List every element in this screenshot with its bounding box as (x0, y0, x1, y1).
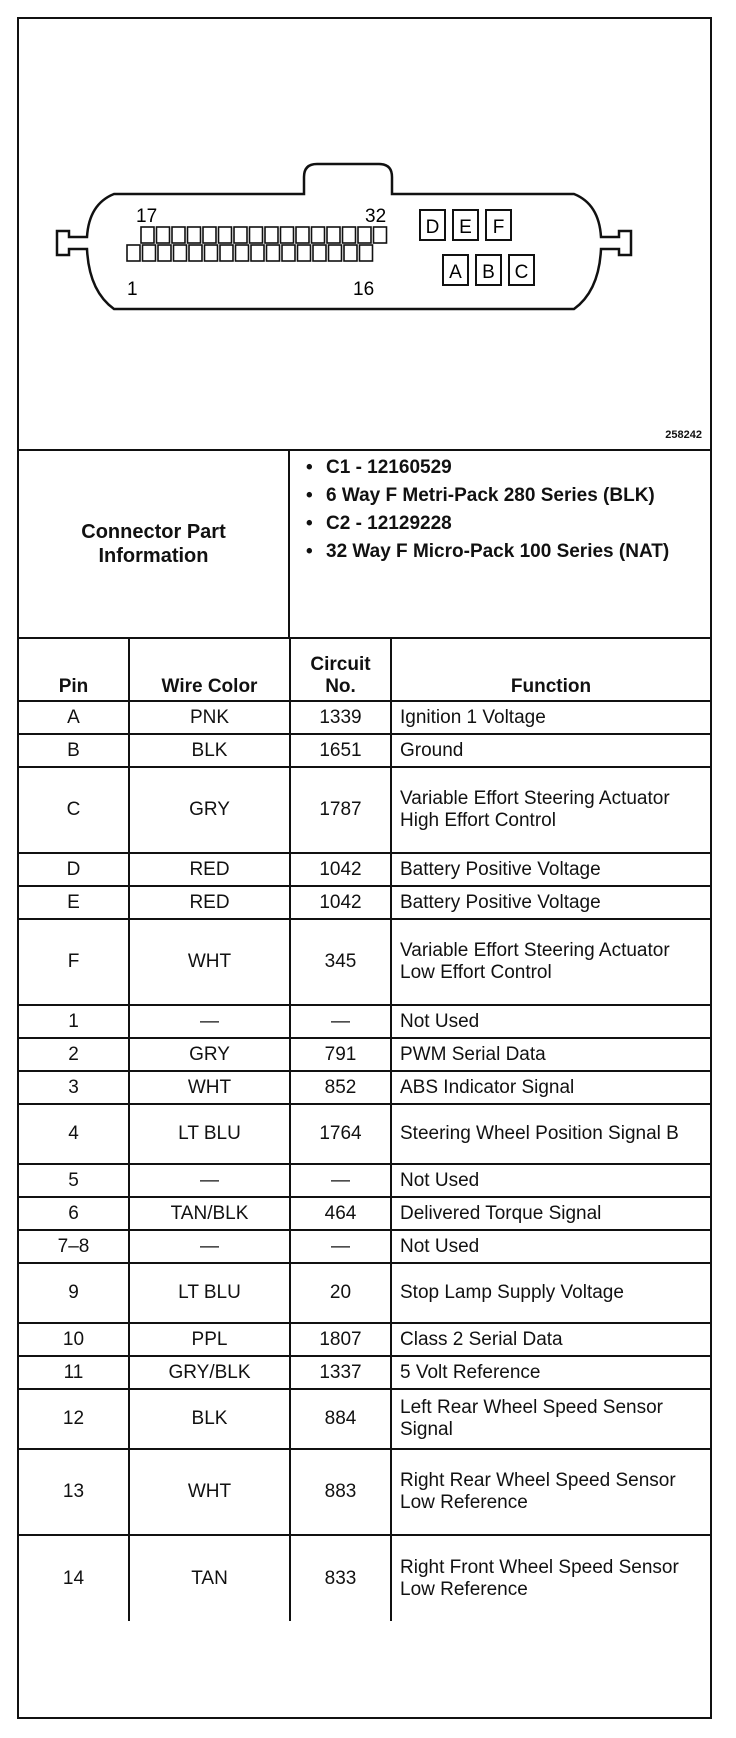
connector-info-item: • 6 Way F Metri-Pack 280 Series (BLK) (306, 485, 710, 507)
connector-info-list (290, 451, 710, 637)
table-row (19, 1005, 710, 1038)
pin-cavity (141, 227, 154, 243)
cavity-f: F (492, 217, 505, 238)
pin-cell: 11 (19, 1356, 129, 1389)
pin-cavity (158, 245, 171, 261)
cavity-b: B (482, 262, 495, 283)
circuit-cell: 1651 (290, 734, 391, 767)
pin-label-32: 32 (365, 206, 387, 227)
function-cell: 5 Volt Reference (391, 1356, 710, 1389)
pin-cavity (143, 245, 156, 261)
pin-cell: 5 (19, 1164, 129, 1197)
pin-cavity (265, 227, 278, 243)
circuit-cell: 1339 (290, 701, 391, 734)
function-cell: Variable Effort Steering Actuator Low Effort Control (391, 919, 710, 1005)
pin-cavity (250, 227, 263, 243)
table-row (19, 734, 710, 767)
function-cell: Not Used (391, 1164, 710, 1197)
pin-cell: E (19, 886, 129, 919)
wire-color-cell: — (129, 1005, 290, 1038)
circuit-cell: 1042 (290, 853, 391, 886)
function-cell: PWM Serial Data (391, 1038, 710, 1071)
wire-color-cell: PNK (129, 701, 290, 734)
pin-cell: 2 (19, 1038, 129, 1071)
table-row (19, 1104, 710, 1164)
pinout-table (19, 639, 710, 1621)
pin-cell: 7–8 (19, 1230, 129, 1263)
micro-pack-pin-rows (127, 227, 387, 261)
connector-diagram (19, 19, 710, 451)
pin-cavity (343, 227, 356, 243)
wire-color-cell: GRY (129, 1038, 290, 1071)
table-row (19, 1263, 710, 1323)
pin-cell: 13 (19, 1449, 129, 1535)
pin-cavity (267, 245, 280, 261)
wire-color-cell: LT BLU (129, 1263, 290, 1323)
pin-cavity (360, 245, 373, 261)
pin-cavity (296, 227, 309, 243)
pin-cell: 1 (19, 1005, 129, 1038)
circuit-cell: 791 (290, 1038, 391, 1071)
table-row (19, 1535, 710, 1621)
circuit-cell: 1042 (290, 886, 391, 919)
pin-cell: 6 (19, 1197, 129, 1230)
pin-cavity (205, 245, 218, 261)
function-cell: Ignition 1 Voltage (391, 701, 710, 734)
pin-cavity (313, 245, 326, 261)
function-cell: Right Rear Wheel Speed Sensor Low Reference (391, 1449, 710, 1535)
pin-cavity (329, 245, 342, 261)
connector-info-item: • 32 Way F Micro-Pack 100 Series (NAT) (306, 541, 710, 563)
circuit-cell: 833 (290, 1535, 391, 1621)
function-cell: Variable Effort Steering Actuator High Effort Control (391, 767, 710, 853)
pin-cavity (282, 245, 295, 261)
pin-cavity (174, 245, 187, 261)
table-row (19, 1164, 710, 1197)
connector-info-item: • C1 - 12160529 (306, 457, 710, 479)
figure-number: 258242 (665, 429, 702, 441)
wire-color-cell: RED (129, 853, 290, 886)
pin-cell: B (19, 734, 129, 767)
table-row (19, 1197, 710, 1230)
circuit-cell: 1764 (290, 1104, 391, 1164)
header-wire-color: Wire Color (129, 639, 290, 701)
table-row (19, 1323, 710, 1356)
header-circuit-no: Circuit No. (290, 639, 391, 701)
table-row (19, 1038, 710, 1071)
wire-color-cell: RED (129, 886, 290, 919)
pin-cell: 9 (19, 1263, 129, 1323)
table-row (19, 701, 710, 734)
wire-color-cell: BLK (129, 734, 290, 767)
pin-cavity (220, 245, 233, 261)
function-cell: Battery Positive Voltage (391, 853, 710, 886)
function-cell: Class 2 Serial Data (391, 1323, 710, 1356)
pin-label-16: 16 (353, 279, 375, 300)
pin-cell: 4 (19, 1104, 129, 1164)
pin-cell: 12 (19, 1389, 129, 1449)
pin-cell: D (19, 853, 129, 886)
cavity-c: C (514, 262, 529, 283)
table-row (19, 1449, 710, 1535)
pin-cavity (358, 227, 371, 243)
pin-cavity (127, 245, 140, 261)
circuit-cell: 1337 (290, 1356, 391, 1389)
cavity-a: A (449, 262, 462, 283)
pin-cell: F (19, 919, 129, 1005)
pin-cavity (157, 227, 170, 243)
function-cell: Not Used (391, 1005, 710, 1038)
circuit-cell: 345 (290, 919, 391, 1005)
pin-cavity (234, 227, 247, 243)
wire-color-cell: TAN (129, 1535, 290, 1621)
wire-color-cell: — (129, 1164, 290, 1197)
pin-cavity (188, 227, 201, 243)
pin-label-17: 17 (136, 206, 158, 227)
function-cell: Not Used (391, 1230, 710, 1263)
connector-sheet (17, 17, 712, 1719)
pin-cavity (374, 227, 387, 243)
pin-cavity (312, 227, 325, 243)
pin-cell: A (19, 701, 129, 734)
cavity-d: D (425, 217, 440, 238)
wire-color-cell: BLK (129, 1389, 290, 1449)
pin-cavity (172, 227, 185, 243)
pin-label-1: 1 (127, 279, 138, 300)
wire-color-cell: GRY/BLK (129, 1356, 290, 1389)
function-cell: Stop Lamp Supply Voltage (391, 1263, 710, 1323)
header-function: Function (391, 639, 710, 701)
connector-part-information (19, 451, 710, 639)
circuit-cell: — (290, 1230, 391, 1263)
connector-face-drawing (19, 19, 710, 449)
wire-color-cell: — (129, 1230, 290, 1263)
table-row (19, 919, 710, 1005)
function-cell: Right Front Wheel Speed Sensor Low Reference (391, 1535, 710, 1621)
pin-cell: 14 (19, 1535, 129, 1621)
circuit-cell: 1807 (290, 1323, 391, 1356)
function-cell: Ground (391, 734, 710, 767)
pin-cell: 3 (19, 1071, 129, 1104)
function-cell: Left Rear Wheel Speed Sensor Signal (391, 1389, 710, 1449)
function-cell: Delivered Torque Signal (391, 1197, 710, 1230)
pin-cell: C (19, 767, 129, 853)
function-cell: ABS Indicator Signal (391, 1071, 710, 1104)
wire-color-cell: LT BLU (129, 1104, 290, 1164)
table-row (19, 886, 710, 919)
wire-color-cell: WHT (129, 919, 290, 1005)
wire-color-cell: PPL (129, 1323, 290, 1356)
table-row (19, 1389, 710, 1449)
pin-cavity (203, 227, 216, 243)
function-cell: Battery Positive Voltage (391, 886, 710, 919)
pin-cavity (344, 245, 357, 261)
connector-info-label: Connector Part Information (19, 451, 290, 637)
pin-cavity (251, 245, 264, 261)
connector-info-item: • C2 - 12129228 (306, 513, 710, 535)
function-cell: Steering Wheel Position Signal B (391, 1104, 710, 1164)
table-row (19, 1071, 710, 1104)
circuit-cell: 464 (290, 1197, 391, 1230)
circuit-cell: — (290, 1005, 391, 1038)
wire-color-cell: WHT (129, 1449, 290, 1535)
table-row (19, 1356, 710, 1389)
circuit-cell: 852 (290, 1071, 391, 1104)
pin-cavity (281, 227, 294, 243)
pin-cavity (219, 227, 232, 243)
wire-color-cell: WHT (129, 1071, 290, 1104)
wire-color-cell: GRY (129, 767, 290, 853)
circuit-cell: 883 (290, 1449, 391, 1535)
circuit-cell: 1787 (290, 767, 391, 853)
table-row (19, 1230, 710, 1263)
circuit-cell: — (290, 1164, 391, 1197)
circuit-cell: 20 (290, 1263, 391, 1323)
table-row (19, 767, 710, 853)
pin-cavity (189, 245, 202, 261)
pin-cavity (236, 245, 249, 261)
pin-cavity (298, 245, 311, 261)
cavity-e: E (459, 217, 472, 238)
wire-color-cell: TAN/BLK (129, 1197, 290, 1230)
pin-cell: 10 (19, 1323, 129, 1356)
pin-cavity (327, 227, 340, 243)
table-row (19, 853, 710, 886)
header-pin: Pin (19, 639, 129, 701)
circuit-cell: 884 (290, 1389, 391, 1449)
